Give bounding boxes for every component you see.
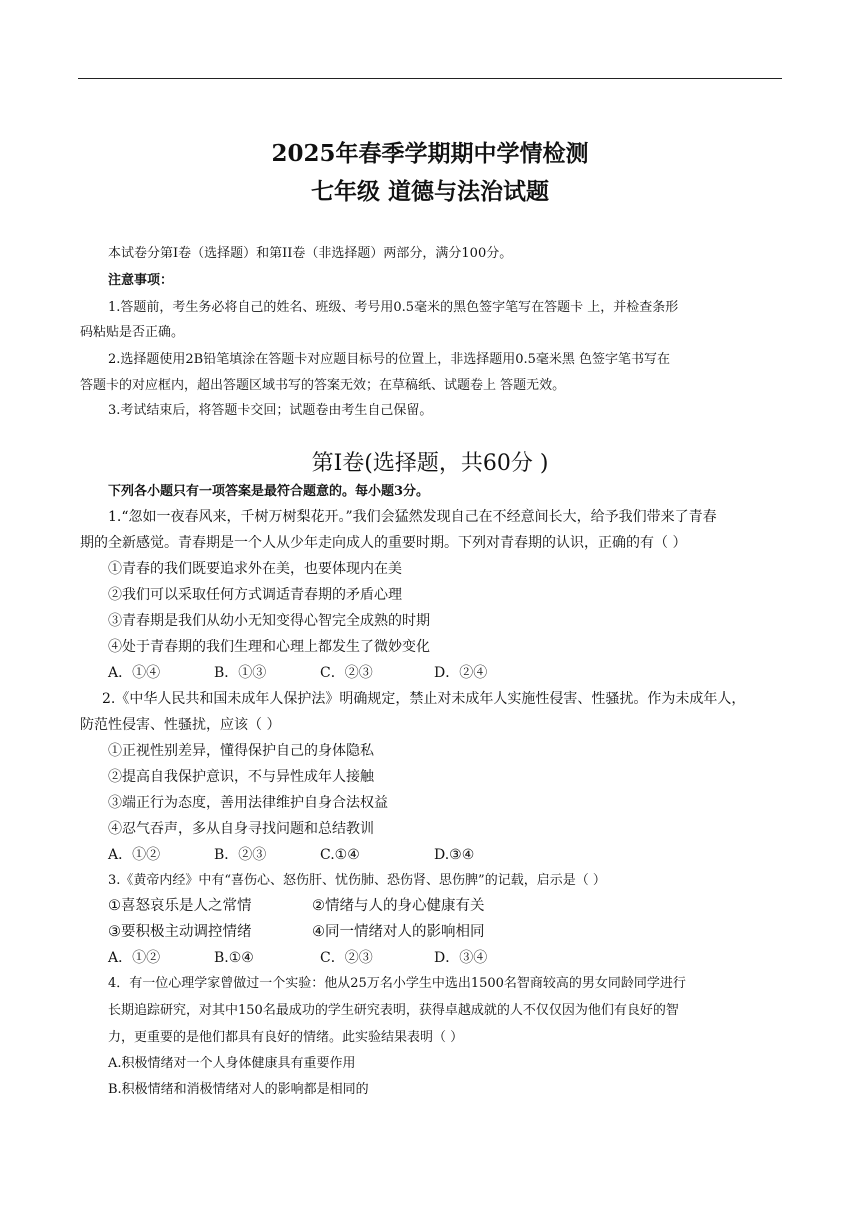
q3-choice-d: D．③④	[434, 950, 488, 966]
q3-item-3: ③要积极主动调控情绪	[108, 924, 252, 940]
exam-title: 2025年春季学期期中学情检测	[271, 140, 589, 167]
q1-stem-line-2: 期的全新感觉。青春期是一个人从少年走向成人的重要时期。下列对青春期的认识，正确的有（ ）	[80, 535, 687, 551]
q2-item-2: ②提高自我保护意识，不与异性成年人接触	[108, 769, 374, 785]
q2-choice-b: B．②③	[214, 847, 267, 863]
q1-item-4: ④处于青春期的我们生理和心理上都发生了微妙变化	[108, 639, 430, 655]
q1-item-1: ①青春的我们既要追求外在美，也要体现内在美	[108, 561, 402, 577]
q3-choice-b: B.①④	[214, 950, 254, 966]
paper-structure-text: 本试卷分第Ⅰ卷（选择题）和第II卷（非选择题）两部分，满分100分。	[108, 246, 513, 261]
q2-item-1: ①正视性别差异，懂得保护自己的身体隐私	[108, 743, 374, 759]
q1-stem-line-1: 1.“忽如一夜春风来，千树万树梨花开。”我们会猛然发现自己在不经意间长大，给予我们带来了青春	[108, 509, 717, 525]
section-1-heading: 第Ⅰ卷(选择题，共60分 )	[311, 451, 549, 476]
q2-stem-line-1: 2.《中华人民共和国未成年人保护法》明确规定，禁止对未成年人实施性侵害、性骚扰。作为未成年人，	[102, 691, 746, 707]
note-1-line-2: 码粘贴是否正确。	[80, 325, 185, 340]
q3-item-4: ④同一情绪对人的影响相同	[312, 924, 485, 940]
q3-item-1: ①喜怒哀乐是人之常情	[108, 898, 252, 914]
q1-choice-b: B．①③	[214, 665, 267, 681]
q4-stem-line-2: 长期追踪研究，对其中150名最成功的学生研究表明，获得卓越成就的人不仅仅因为他们有良好的智	[108, 1003, 679, 1018]
q1-choice-d: D．②④	[434, 665, 488, 681]
note-3: 3.考试结束后，将答题卡交回；试题卷由考生自己保留。	[108, 403, 433, 418]
q3-item-2: ②情绪与人的身心健康有关	[312, 898, 485, 914]
q1-item-3: ③青春期是我们从幼小无知变得心智完全成熟的时期	[108, 613, 430, 629]
q1-item-2: ②我们可以采取任何方式调适青春期的矛盾心理	[108, 587, 402, 603]
q4-stem-line-1: 4．有一位心理学家曾做过一个实验：他从25万名小学生中选出1500名智商较高的男女同龄同学进行	[108, 976, 686, 991]
q3-choice-c: C．②③	[320, 950, 373, 966]
note-2-line-2: 答题卡的对应框内，超出答题区域书写的答案无效；在草稿纸、试题卷上 答题无效。	[80, 378, 566, 393]
q2-item-4: ④忍气吞声，多从自身寻找问题和总结教训	[108, 821, 374, 837]
q2-item-3: ③端正行为态度，善用法律维护自身合法权益	[108, 795, 388, 811]
q2-choice-c: C.①④	[320, 847, 360, 863]
notice-title: 注意事项：	[108, 273, 174, 288]
note-2-line-1: 2.选择题使用2B铅笔填涂在答题卡对应题目标号的位置上，非选择题用0.5毫米黑 色签字笔书写在	[108, 352, 671, 367]
section-1-instruction: 下列各小题只有一项答案是最符合题意的。每小题3分。	[108, 484, 430, 499]
q2-choice-a: A．①②	[108, 847, 161, 863]
q4-choice-b: B.积极情绪和消极情绪对人的影响都是相同的	[108, 1082, 369, 1097]
q4-choice-a: A.积极情绪对一个人身体健康具有重要作用	[108, 1056, 356, 1071]
exam-subtitle: 七年级 道德与法治试题	[310, 178, 549, 205]
q1-choice-c: C．②③	[320, 665, 373, 681]
q3-choice-a: A．①②	[108, 950, 161, 966]
note-1-line-1: 1.答题前，考生务必将自己的姓名、班级、考号用0.5毫米的黑色签字笔写在答题卡 上，并检查条形	[108, 300, 679, 315]
q2-stem-line-2: 防范性侵害、性骚扰，应该（ ）	[80, 717, 281, 733]
q3-stem-line-1: 3.《黄帝内经》中有“喜伤心、怒伤肝、忧伤肺、恐伤肾、思伤脾”的记载，启示是（ ）	[108, 873, 606, 888]
q1-choice-a: A．①④	[108, 665, 161, 681]
q2-choice-d: D.③④	[434, 847, 475, 863]
header-rule	[78, 78, 782, 79]
q4-stem-line-3: 力，更重要的是他们都具有良好的情绪。此实验结果表明（ ）	[108, 1030, 464, 1045]
